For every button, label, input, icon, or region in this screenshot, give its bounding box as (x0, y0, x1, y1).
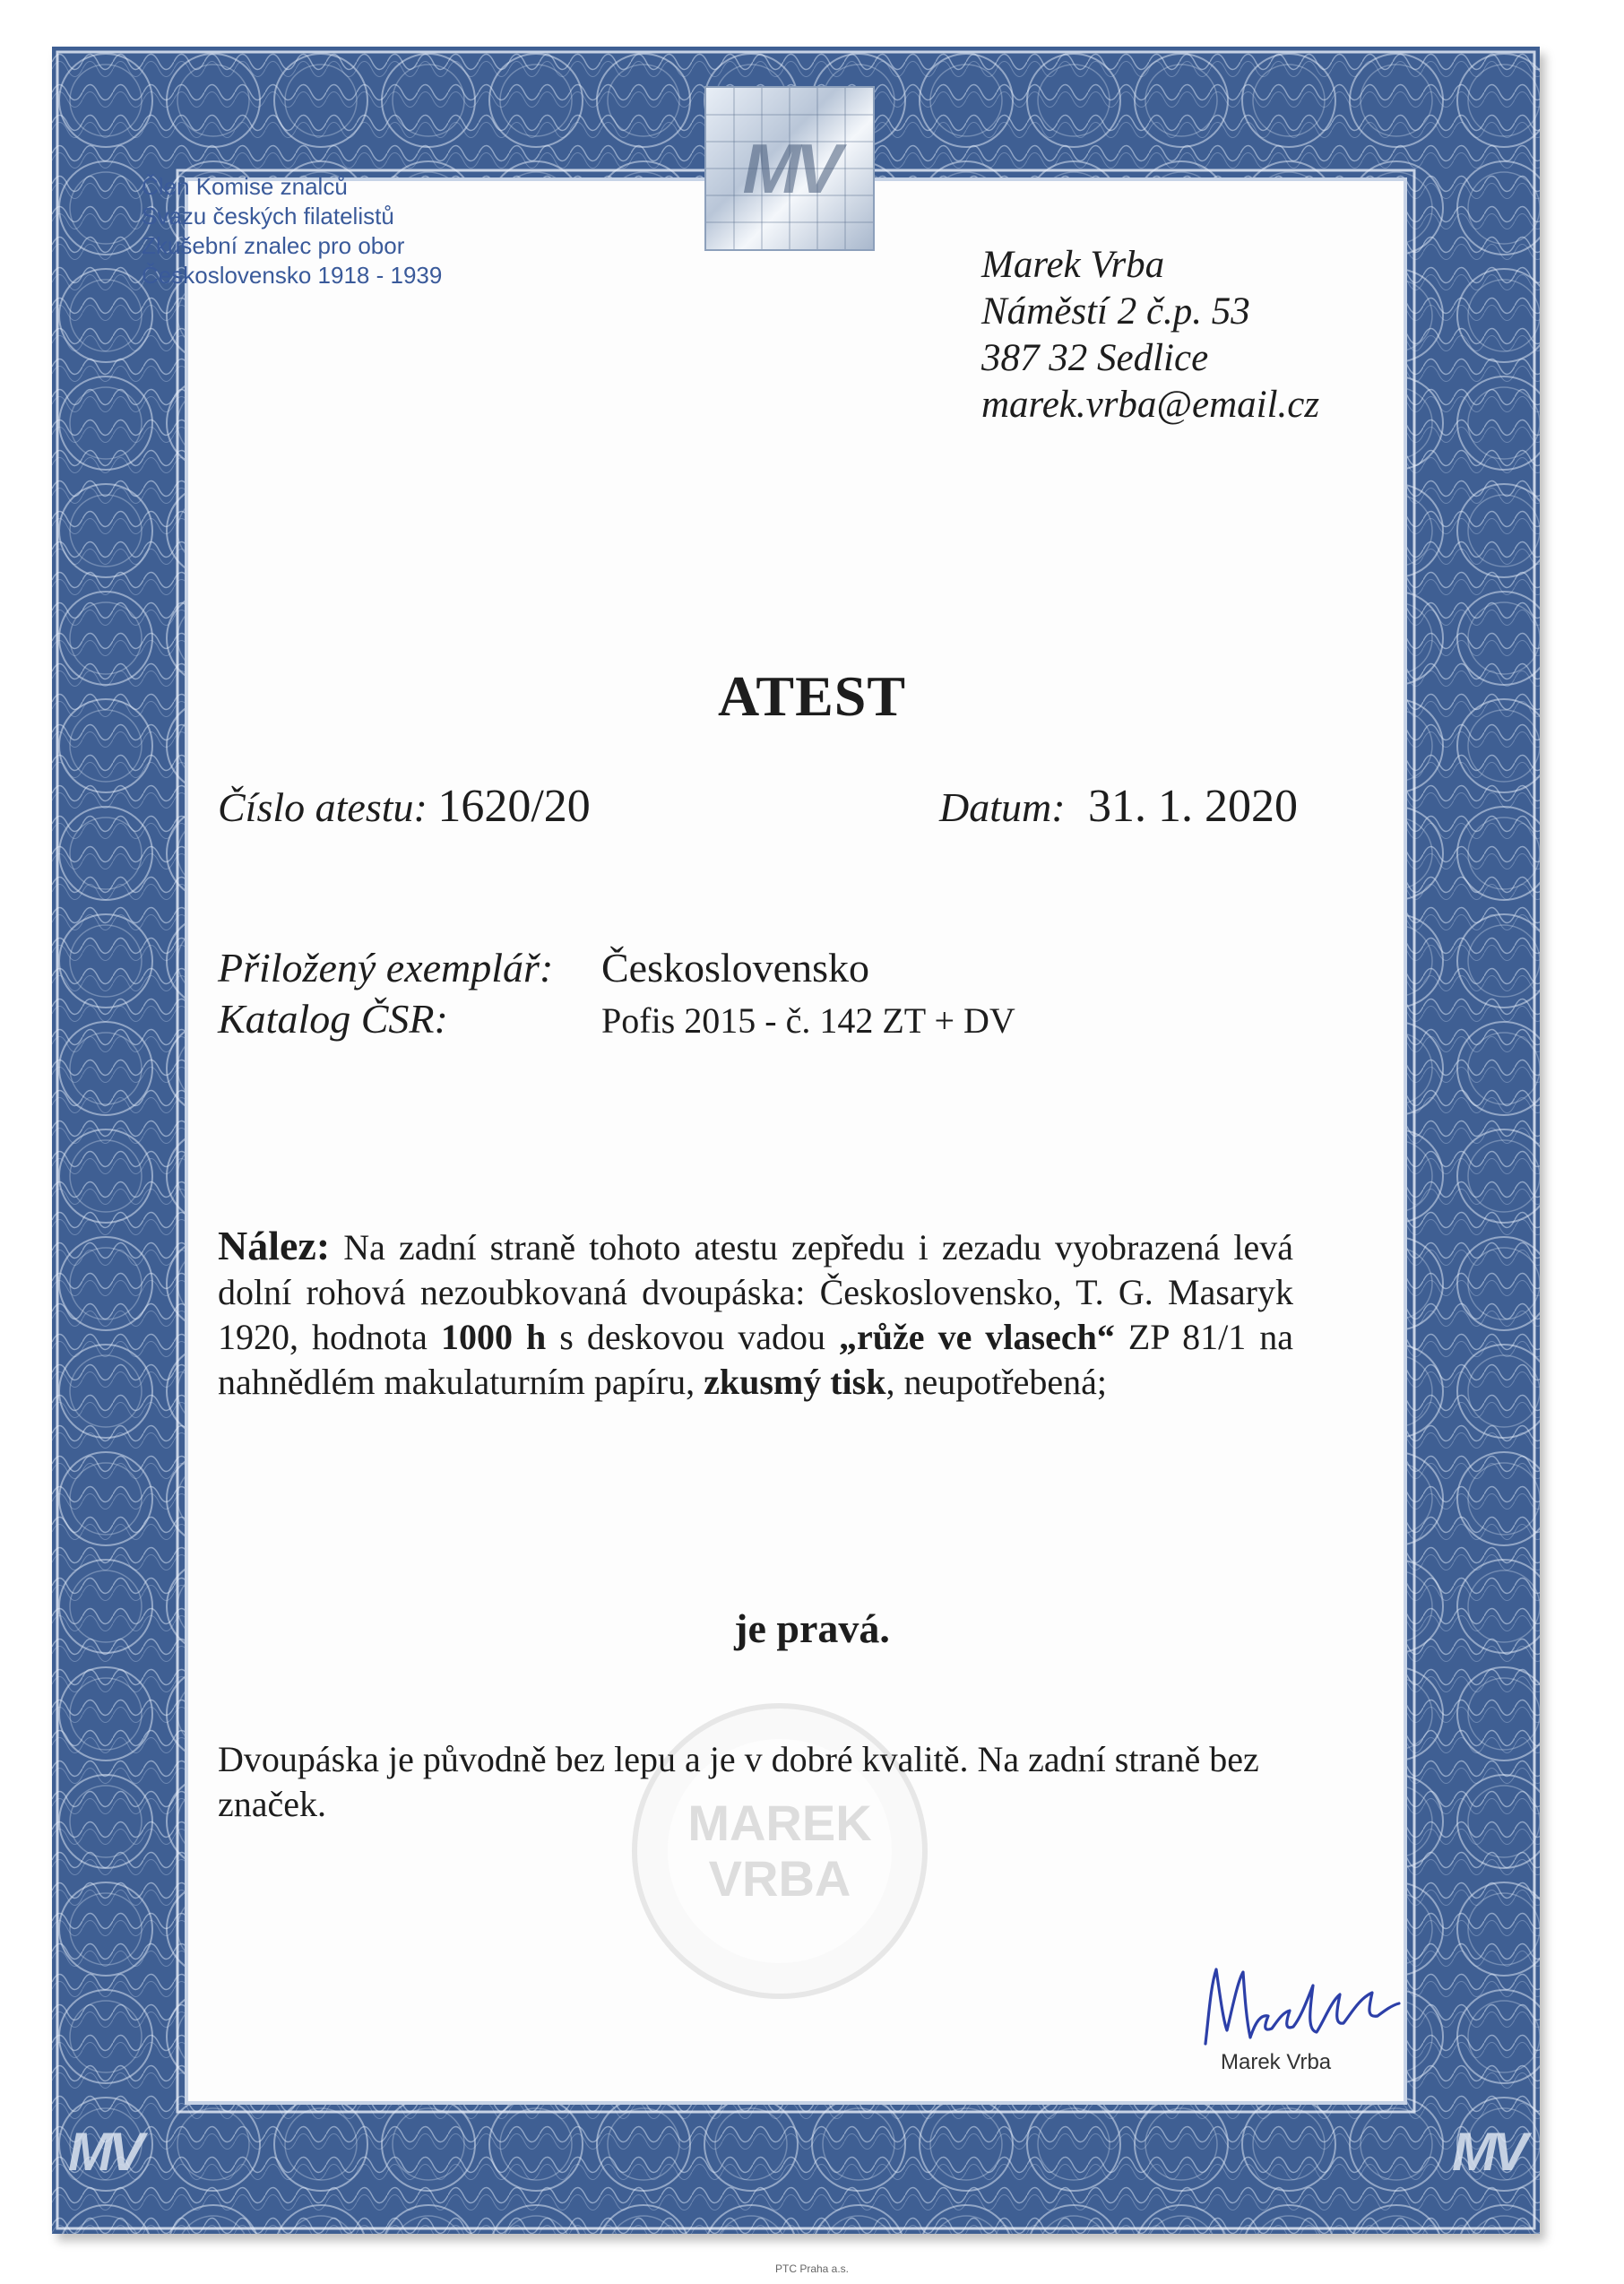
specimen-row (218, 944, 869, 991)
finding-label: Nález: (218, 1223, 331, 1268)
corner-logo-left: MV (68, 2121, 140, 2182)
expert-address (981, 242, 1319, 428)
seal-text: VRBA (708, 1850, 851, 1907)
closing-paragraph: Dvoupáska je původně bez lepu a je v dobré kvalitě. Na zadní straně bez značek. (218, 1739, 1259, 1824)
seal-text: MAREK (687, 1795, 872, 1851)
address-street: Náměstí 2 č.p. 53 (981, 290, 1250, 333)
date-value: 31. 1. 2020 (1088, 781, 1299, 832)
catalog-row (218, 995, 1015, 1043)
certificate-number (218, 780, 591, 833)
number-label: Číslo atestu: (218, 784, 428, 830)
certificate-date (939, 780, 1298, 833)
address-name: Marek Vrba (981, 244, 1165, 286)
printer-imprint: PTC Praha a.s. (774, 2262, 850, 2275)
hologram-seal (704, 86, 875, 251)
document-title: ATEST (717, 664, 907, 728)
finding-paragraph (218, 1224, 1293, 1405)
committee-line: Československo 1918 - 1939 (142, 262, 443, 289)
address-email: marek.vrba@email.cz (981, 384, 1320, 426)
finding-proof: zkusmý tisk (704, 1362, 886, 1402)
specimen-label: Přiložený exemplář: (218, 945, 554, 991)
hologram-logo: MV (742, 128, 837, 208)
corner-logo-right: MV (1452, 2121, 1524, 2182)
committee-line: Svazu českých filatelistů (142, 203, 394, 229)
committee-line: Zkušební znalec pro obor (142, 232, 405, 259)
signature-name: Marek Vrba (1221, 2050, 1332, 2074)
finding-flaw: „růže ve vlasech“ (839, 1317, 1115, 1357)
committee-line: Člen Komise znalců (142, 173, 348, 200)
catalog-label: Katalog ČSR: (218, 996, 448, 1042)
finding-text: Na zadní straně tohoto atestu zepředu i zezadu vyobrazená levá dolní rohová nezoubkovaná dvoupáska: Československo, T. G. Masaryk 1920, hodnota (218, 1227, 1293, 1357)
date-label: Datum: (939, 784, 1066, 830)
address-city: 387 32 Sedlice (981, 337, 1209, 379)
finding-text: ZP 81/1 na nahnědlém makulaturním papíru, (218, 1317, 1294, 1402)
finding-text: s deskovou vadou (546, 1317, 840, 1357)
finding-value: 1000 h (440, 1317, 547, 1357)
verdict: je pravá. (734, 1605, 890, 1651)
handwritten-signature (1196, 1959, 1403, 2057)
committee-info (142, 172, 442, 290)
finding-text: , neupotřebená; (885, 1362, 1108, 1402)
number-value: 1620/20 (437, 781, 591, 832)
catalog-value: Pofis 2015 - č. 142 ZT + DV (601, 1000, 1015, 1041)
specimen-value: Československo (601, 945, 869, 991)
